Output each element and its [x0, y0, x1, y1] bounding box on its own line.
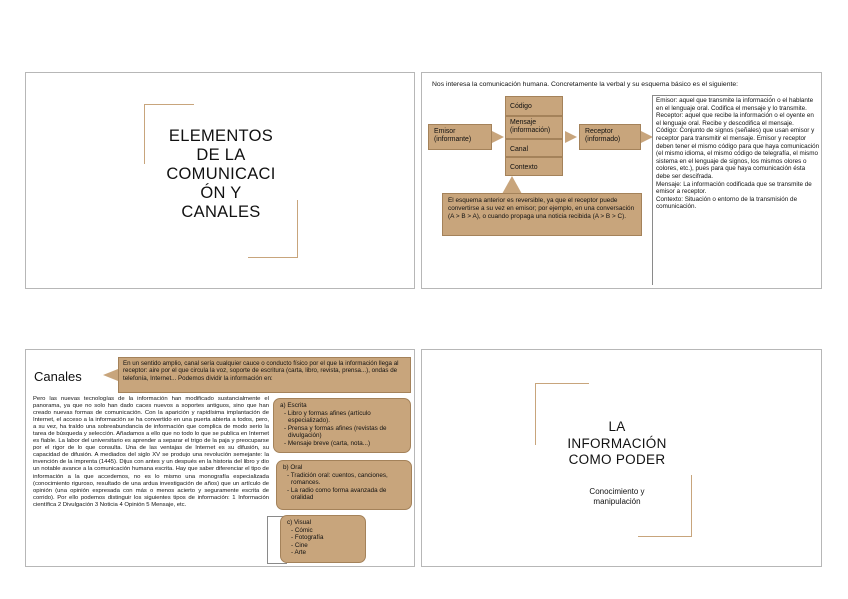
codigo-box: Código — [505, 96, 563, 116]
callout-arrow — [103, 369, 118, 381]
mensaje-box: Mensaje (información) — [505, 116, 563, 139]
slide-title: ELEMENTOS DE LA COMUNICACI ÓN Y CANALES — [166, 127, 276, 221]
slide-canales — [25, 349, 415, 567]
canal-definition-callout: En un sentido amplio, canal sería cualquier cauce o conducto físico por el que la información llega al receptor: aire por el que circula la voz, soporte de escritura (carta, libro, revista, prensa...), ondas de telefonía, Internet... Podemos dividir la información en: — [118, 357, 411, 393]
slide-subtitle: Conocimiento y manipulación — [589, 487, 645, 506]
canal-box: Canal — [505, 139, 563, 157]
oral-item: - La radio como forma avanzada de oralidad — [287, 486, 387, 502]
emisor-box: Emisor (informante) — [428, 124, 492, 150]
visual-item: - Cómic — [291, 526, 313, 534]
slide-title: LA INFORMACIÓN COMO PODER — [567, 419, 667, 467]
oral-item: - Tradición oral: cuentos, canciones, romances. — [287, 471, 388, 487]
arrow-middle — [565, 131, 577, 143]
definitions-text: Emisor: aquel que transmite la información o el hablante en el lenguaje oral. Codifica el mensaje y lo transmite. Receptor: aquel que recibe la información o el oyente en el lenguaje oral. Recibe y descodifica el mensaje. Código: Conjunto de signos (señales) que usan emisor y receptor para transmitir el mensaje. Emisor y receptor deben tener el mismo código para que haya comunicación (el mismo idioma, el mismo código de telegrafía, el mismo sistema en el lenguaje de signos, los mismos olores o colores, etc.), pues para que haya comunicación ésta debe ser descifrada. Mensaje: La información codificada que se transmite de emisor a receptor. Contexto: Situación o entorno de la transmisión de comunicación. — [656, 97, 820, 211]
escrita-title: a) Escrita — [280, 402, 307, 409]
escrita-item: - Libro y formas afines (artículo especializado). — [284, 409, 371, 425]
slide-esquema-comunicacion — [421, 72, 822, 289]
middle-column — [505, 96, 563, 176]
contexto-box: Contexto — [505, 157, 563, 176]
slide-informacion-poder — [421, 349, 822, 567]
escrita-box — [273, 398, 411, 453]
callout-pointer — [502, 176, 522, 194]
body-text: Pero las nuevas tecnologías de la información han modificado sustancialmente el panorama, ya que no solo han dado caces nuevos a soportes antiguos, sino que han creado nuevas formas de comunicación. Con la aparición y rapidísima implantación de Internet, el acceso a la información se ha convertido en una puerta abierta a todos, pero, a su vez, ha traído una sobreabundancia de información que complica de modo serio la tarea de búsqueda y selección. Añadamos a ello que no todo lo que se publica en Internet es fiable. La labor del universitario es aprender a separar el trigo de la paja y preocuparse por el rigor de lo que consulta. Una de las ventajas de Internet es su difusión, su capacidad de difusión. A mediados del siglo XV se produjo una revolución semejante: la invención de la imprenta (1445). Dijus con antes y un después en la historia del libro y dio un notable avance a la comunicación humana escrita. Hay que saber diferenciar el tipo de información a la que accedemos, no es lo mismo una monografía especializada (conocimiento riguroso, resultado de una ardua investigación de años) que un artículo de opinión (una opinión expresada con más o menos acierto y seguramente escrita de corrido). Por ello podemos distinguir los siguientes tipos de información: 1 Información científica 2 Divulgación 3 Noticia 4 Opinión 5 Mensaje, etc. — [33, 396, 269, 508]
visual-item: - Arte — [291, 549, 307, 557]
visual-title: c) Visual — [287, 519, 312, 526]
visual-item: - Fotografía — [291, 534, 324, 542]
receptor-box: Receptor (informado) — [579, 124, 641, 150]
reversible-note: El esquema anterior es reversible, ya que el receptor puede convertirse a su vez en emisor; por ejemplo, en una conversación (A > B > A), o cuando propaga una noticia recibida (A > B > C). — [442, 193, 642, 236]
oral-box — [276, 460, 412, 510]
arrow-emisor — [492, 131, 504, 143]
oral-title: b) Oral — [283, 464, 303, 471]
visual-box — [280, 515, 366, 563]
escrita-item: - Prensa y formas afines (revistas de divulgación) — [284, 424, 387, 440]
slide-title: Canales — [34, 369, 82, 384]
intro-text: Nos interesa la comunicación humana. Concretamente la verbal y su esquema básico es el siguiente: — [432, 81, 739, 88]
visual-item: - Cine — [291, 541, 308, 549]
slide-elementos-comunicacion — [25, 72, 415, 289]
escrita-item: - Mensaje breve (carta, nota...) — [284, 439, 371, 447]
